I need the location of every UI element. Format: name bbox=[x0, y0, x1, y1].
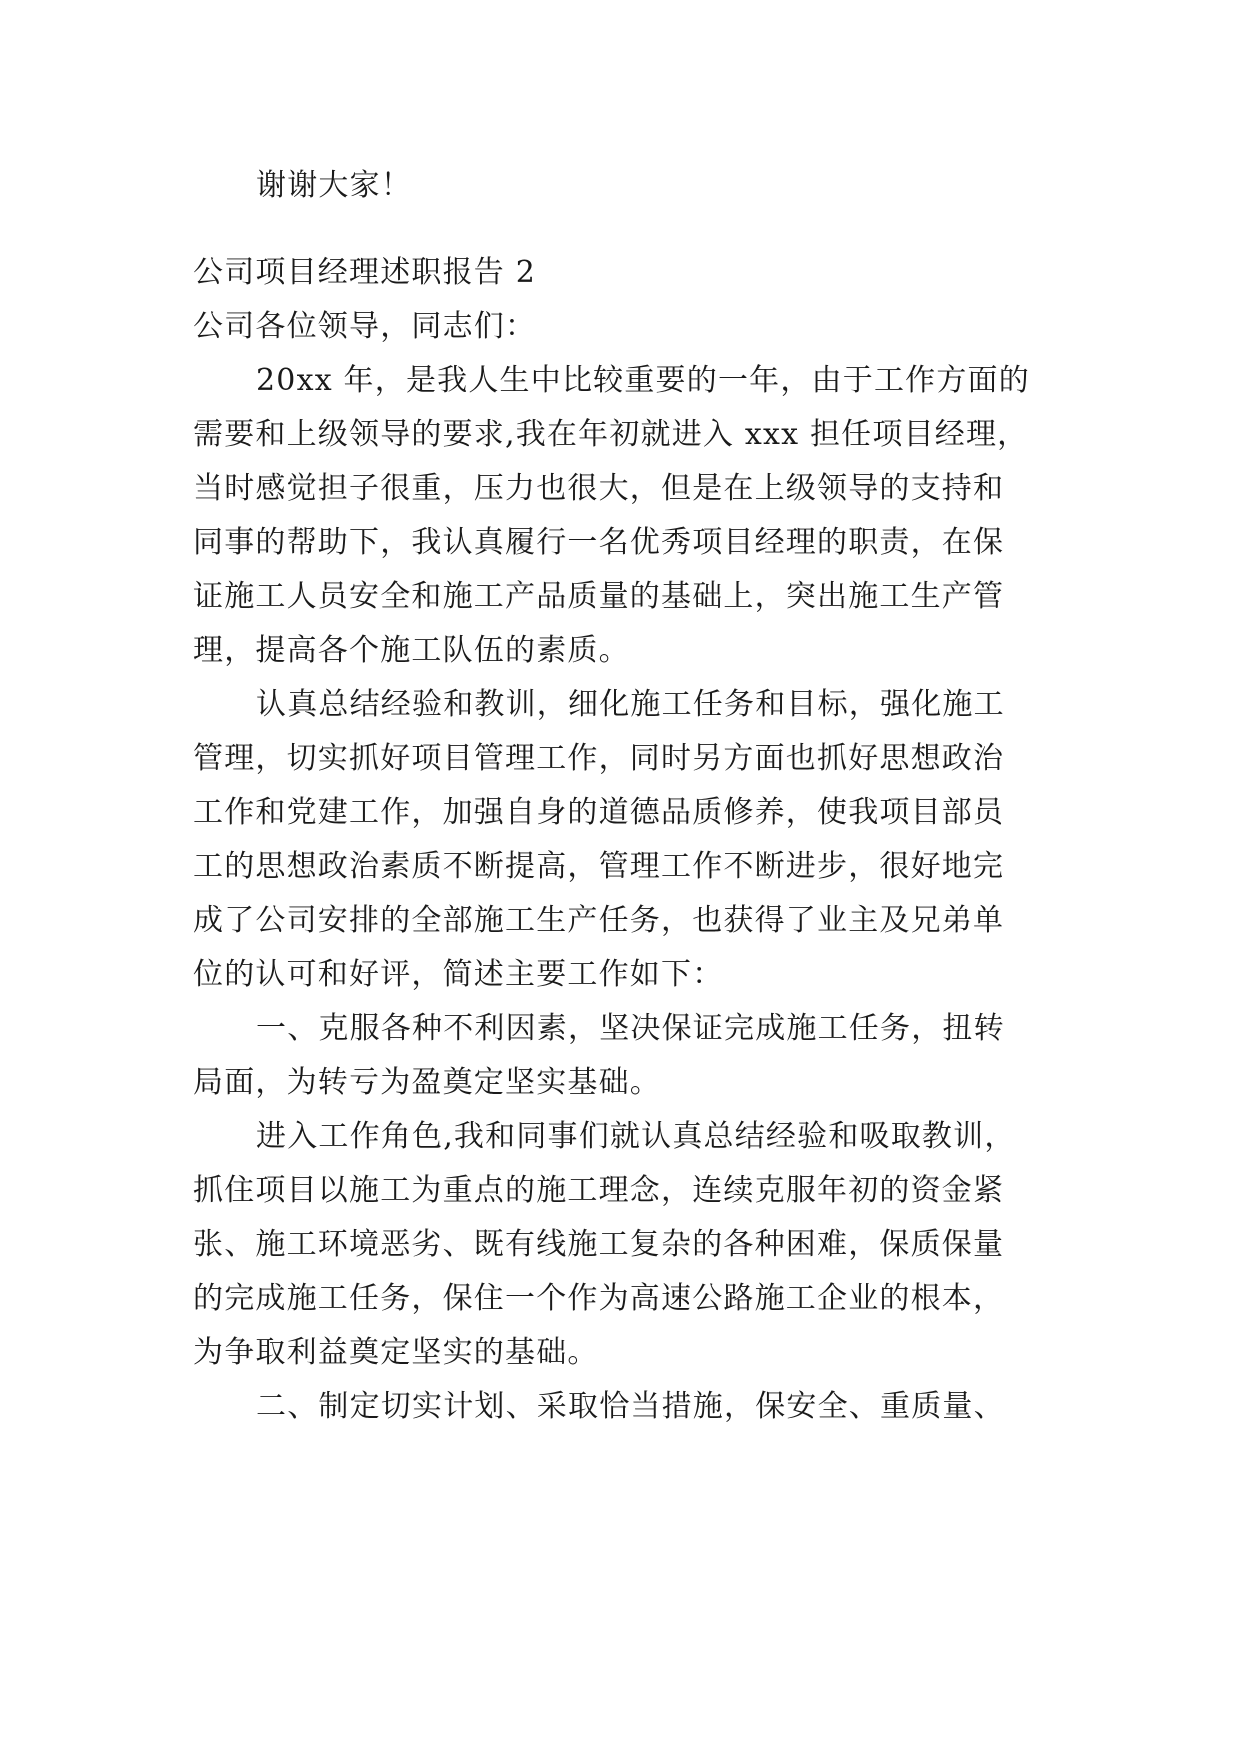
report-title: 公司项目经理述职报告 2 bbox=[193, 255, 537, 290]
paragraph-2-line-1: 认真总结经验和教训，细化施工任务和目标，强化施工 bbox=[256, 687, 1005, 722]
paragraph-2-line-4: 工的思想政治素质不断提高，管理工作不断进步，很好地完 bbox=[193, 849, 1005, 884]
paragraph-3-line-3: 张、施工环境恶劣、既有线施工复杂的各种困难，保质保量 bbox=[193, 1227, 1005, 1262]
paragraph-3-line-4: 的完成施工任务，保住一个作为高速公路施工企业的根本， bbox=[193, 1281, 1005, 1316]
salutation: 公司各位领导，同志们： bbox=[193, 309, 537, 344]
section-1-heading-line-1: 一、克服各种不利因素，坚决保证完成施工任务，扭转 bbox=[256, 1011, 1005, 1046]
paragraph-2-line-5: 成了公司安排的全部施工生产任务，也获得了业主及兄弟单 bbox=[193, 903, 1005, 938]
paragraph-2-line-3: 工作和党建工作，加强自身的道德品质修养，使我项目部员 bbox=[193, 795, 1005, 830]
section-1-heading-line-2: 局面，为转亏为盈奠定坚实基础。 bbox=[193, 1065, 661, 1100]
paragraph-1-line-6: 理，提高各个施工队伍的素质。 bbox=[193, 633, 630, 668]
paragraph-2-line-6: 位的认可和好评，简述主要工作如下： bbox=[193, 957, 724, 992]
closing-line: 谢谢大家！ bbox=[256, 168, 412, 203]
paragraph-3-line-1: 进入工作角色,我和同事们就认真总结经验和吸取教训， bbox=[256, 1119, 1016, 1154]
paragraph-2-line-2: 管理，切实抓好项目管理工作，同时另方面也抓好思想政治 bbox=[193, 741, 1005, 776]
paragraph-1-line-5: 证施工人员安全和施工产品质量的基础上，突出施工生产管 bbox=[193, 579, 1005, 614]
paragraph-3-line-2: 抓住项目以施工为重点的施工理念，连续克服年初的资金紧 bbox=[193, 1173, 1005, 1208]
paragraph-1-line-2: 需要和上级领导的要求,我在年初就进入 xxx 担任项目经理， bbox=[193, 417, 1029, 452]
paragraph-1-line-4: 同事的帮助下，我认真履行一名优秀项目经理的职责，在保 bbox=[193, 525, 1005, 560]
paragraph-3-line-5: 为争取利益奠定坚实的基础。 bbox=[193, 1335, 599, 1370]
paragraph-1-line-3: 当时感觉担子很重，压力也很大，但是在上级领导的支持和 bbox=[193, 471, 1005, 506]
paragraph-1-line-1: 20xx 年，是我人生中比较重要的一年，由于工作方面的 bbox=[256, 363, 1030, 398]
section-2-heading-line-1: 二、制定切实计划、采取恰当措施，保安全、重质量、 bbox=[256, 1389, 1005, 1424]
